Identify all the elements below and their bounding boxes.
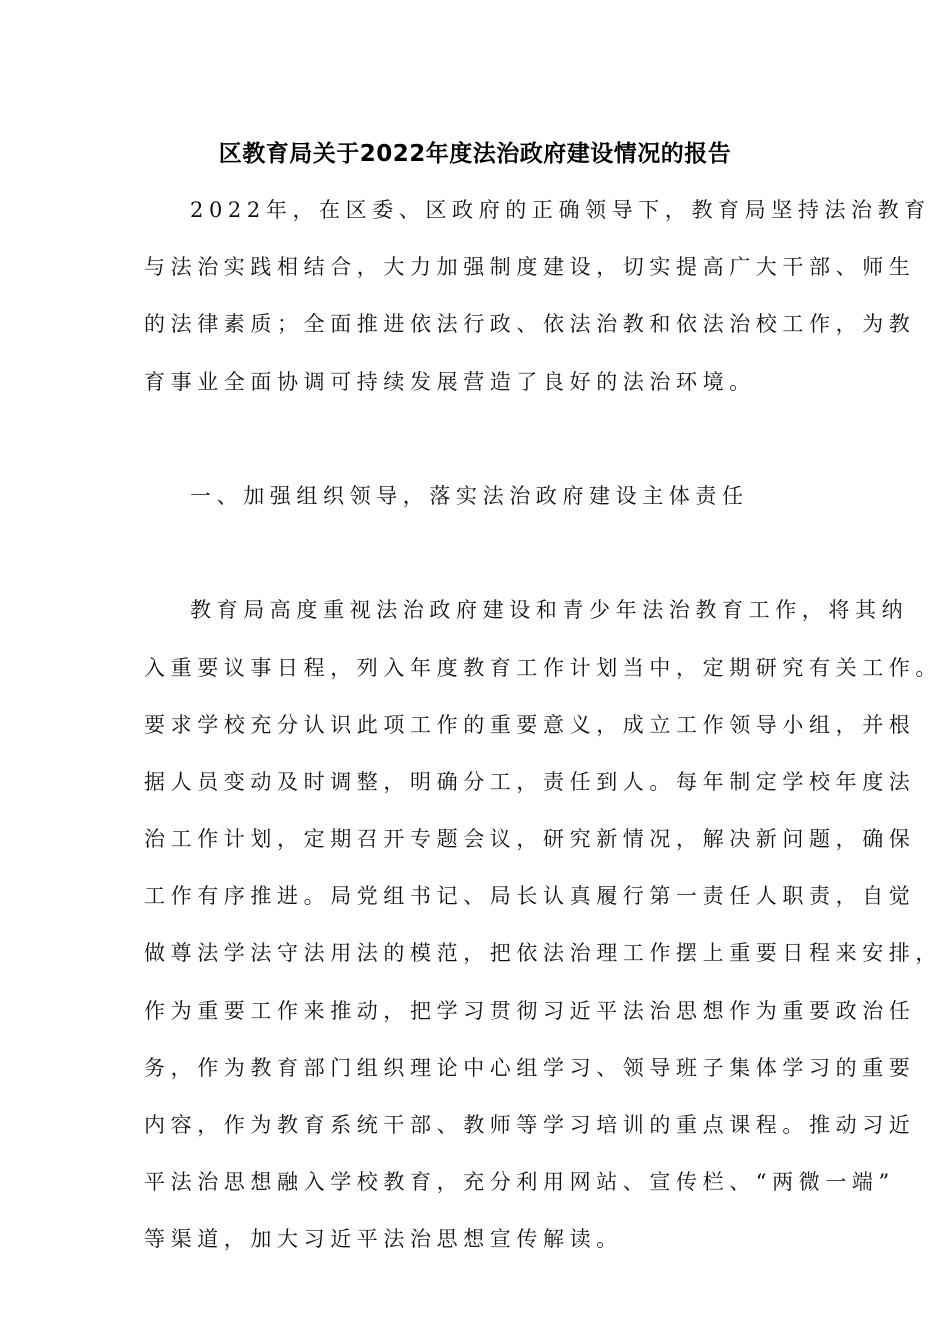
paragraph-line: 作为重要工作来推动，把学习贯彻习近平法治思想作为重要政治任 xyxy=(144,998,916,1023)
paragraph-line: 要求学校充分认识此项工作的重要意义，成立工作领导小组，并根 xyxy=(144,712,916,737)
paragraph-line: 与法治实践相结合，大力加强制度建设，切实提高广大干部、师生 xyxy=(144,255,916,280)
paragraph-line: 教育局高度重视法治政府建设和青少年法治教育工作，将其纳 xyxy=(190,598,909,623)
intro-paragraph xyxy=(144,182,931,411)
paragraph-spacer xyxy=(144,525,814,582)
paragraph-line: 等渠道，加大习近平法治思想宣传解读。 xyxy=(144,1227,623,1252)
document-body xyxy=(144,182,942,1269)
paragraph-line: 治工作计划，定期召开专题会议，研究新情况，解决新问题，确保 xyxy=(144,827,916,852)
paragraph-line: 做尊法学法守法用法的模范，把依法治理工作摆上重要日程来安排， xyxy=(144,941,942,966)
paragraph-line: 平法治思想融入学校教育，充分利用网站、宣传栏、“两微一端” xyxy=(144,1170,895,1195)
paragraph-line: 2022年，在区委、区政府的正确领导下，教育局坚持法治教育 xyxy=(190,198,931,222)
paragraph-line: 的法律素质；全面推进依法行政、依法治教和依法治校工作，为教 xyxy=(144,312,916,337)
document-title: 区教育局关于2022年度法治政府建设情况的报告 xyxy=(218,141,732,167)
paragraph-line: 据人员变动及时调整，明确分工，责任到人。每年制定学校年度法 xyxy=(144,769,916,794)
paragraph-line: 入重要议事日程，列入年度教育工作计划当中，定期研究有关工作。 xyxy=(144,655,942,680)
paragraph-line: 育事业全面协调可持续发展营造了良好的法治环境。 xyxy=(144,369,756,394)
section-paragraph xyxy=(144,582,942,1268)
section-heading: 一、加强组织领导，落实法治政府建设主体责任 xyxy=(190,483,749,508)
paragraph-line: 工作有序推进。局党组书记、局长认真履行第一责任人职责，自觉 xyxy=(144,884,916,909)
paragraph-spacer xyxy=(144,411,814,468)
paragraph-line: 内容，作为教育系统干部、教师等学习培训的重点课程。推动习近 xyxy=(144,1113,916,1137)
paragraph-line: 务，作为教育部门组织理论中心组学习、领导班子集体学习的重要 xyxy=(144,1055,916,1080)
